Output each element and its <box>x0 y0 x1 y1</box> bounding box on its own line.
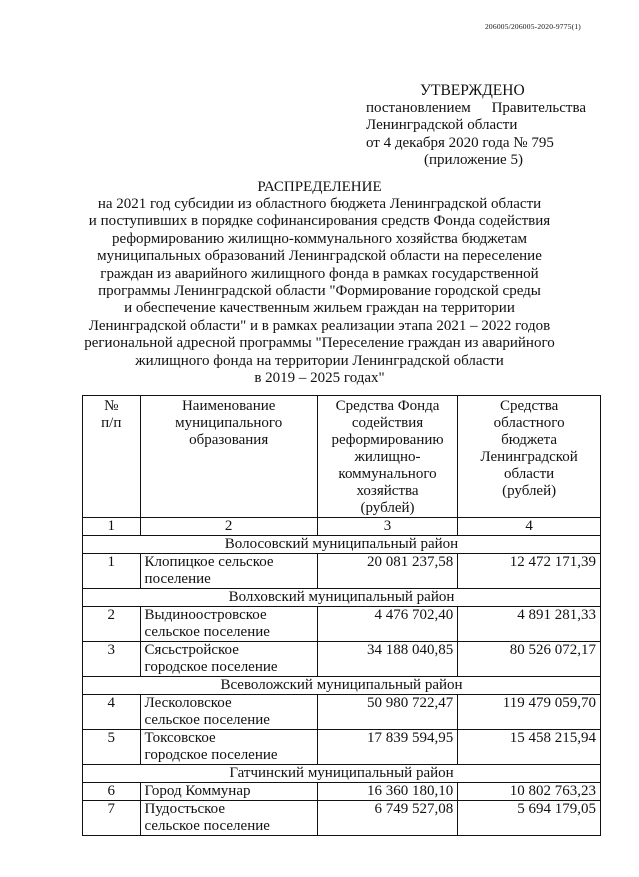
heading-line: жилищного фонда на территории Ленинградской области <box>135 352 504 369</box>
municipality-name: Город Коммунар <box>140 783 317 801</box>
heading-line: программы Ленинградской области "Формирование городской среды <box>98 283 541 300</box>
approval-line-3: от 4 декабря 2020 года № 795 <box>366 134 554 151</box>
approval-appendix: (приложение 5) <box>424 152 523 168</box>
heading-line: в 2019 – 2025 годах" <box>254 370 385 387</box>
document-id: 206005/206005-2020-9775(1) <box>484 22 581 31</box>
heading-line: и поступивших в порядке софинансирования средств Фонда содействия <box>88 213 551 230</box>
municipality-name: Лесколовское сельское поселение <box>140 695 317 730</box>
municipality-name: Пудостьское сельское поселение <box>140 801 317 836</box>
heading-title: РАСПРЕДЕЛЕНИЕ <box>257 179 382 195</box>
fund-amount: 50 980 722,47 <box>317 695 457 730</box>
row-number: 5 <box>83 730 141 765</box>
header-municipality: Наименование муниципального образования <box>140 396 317 518</box>
heading-line: муниципальных образований Ленинградской области на переселение <box>97 248 542 265</box>
table-row <box>83 554 601 589</box>
regional-amount: 5 694 179,05 <box>458 801 601 836</box>
municipality-name: Выдиноостровское сельское поселение <box>140 607 317 642</box>
fund-amount: 6 749 527,08 <box>317 801 457 836</box>
heading-line: реформированию жилищно-коммунального хозяйства бюджетам <box>111 230 527 247</box>
regional-amount: 12 472 171,39 <box>458 554 601 589</box>
table-header-row <box>83 396 601 518</box>
district-name: Гатчинский муниципальный район <box>83 765 601 783</box>
column-index: 4 <box>458 518 601 536</box>
heading-line: Ленинградской области" и в рамках реализации этапа 2021 – 2022 годов <box>88 317 551 334</box>
district-name: Волосовский муниципальный район <box>83 536 601 554</box>
municipality-name: Сясьстройское городское поселение <box>140 642 317 677</box>
regional-amount: 80 526 072,17 <box>458 642 601 677</box>
district-row <box>83 589 601 607</box>
district-row <box>83 536 601 554</box>
approval-line-1 <box>366 100 606 118</box>
row-number: 7 <box>83 801 141 836</box>
table-row <box>83 642 601 677</box>
approval-line-1b: Правительства <box>491 99 586 116</box>
district-row <box>83 677 601 695</box>
approval-line-2: Ленинградской области <box>366 117 518 133</box>
fund-amount: 34 188 040,85 <box>317 642 457 677</box>
municipality-name: Клопицкое сельское поселение <box>140 554 317 589</box>
approval-title: УТВЕРЖДЕНО <box>420 82 525 99</box>
regional-amount: 119 479 059,70 <box>458 695 601 730</box>
column-index: 1 <box>83 518 141 536</box>
heading-line: на 2021 год субсидии из областного бюджета Ленинградской области <box>97 196 542 212</box>
district-name: Всеволожский муниципальный район <box>83 677 601 695</box>
regional-amount: 15 458 215,94 <box>458 730 601 765</box>
regional-amount: 4 891 281,33 <box>458 607 601 642</box>
document-heading <box>0 178 639 387</box>
table-row <box>83 783 601 801</box>
district-name: Волховский муниципальный район <box>83 589 601 607</box>
header-fund-amount: Средства Фонда содействия реформированию жилищно- коммунального хозяйства (рублей) <box>317 396 457 518</box>
municipality-name: Токсовское городское поселение <box>140 730 317 765</box>
column-index: 3 <box>317 518 457 536</box>
approval-block <box>366 82 606 170</box>
distribution-table <box>82 395 601 836</box>
approval-line-1a: постановлением <box>366 99 471 116</box>
row-number: 2 <box>83 607 141 642</box>
row-number: 6 <box>83 783 141 801</box>
fund-amount: 4 476 702,40 <box>317 607 457 642</box>
regional-amount: 10 802 763,23 <box>458 783 601 801</box>
row-number: 1 <box>83 554 141 589</box>
header-number: № п/п <box>83 396 141 518</box>
row-number: 4 <box>83 695 141 730</box>
fund-amount: 17 839 594,95 <box>317 730 457 765</box>
table-body <box>83 518 601 836</box>
table-row <box>83 801 601 836</box>
fund-amount: 16 360 180,10 <box>317 783 457 801</box>
district-row <box>83 765 601 783</box>
table-row <box>83 730 601 765</box>
heading-line: граждан из аварийного жилищного фонда в рамках государственной <box>100 265 539 282</box>
header-regional-amount: Средства областного бюджета Ленинградской области (рублей) <box>458 396 601 518</box>
column-index: 2 <box>140 518 317 536</box>
row-number: 3 <box>83 642 141 677</box>
heading-line: региональной адресной программы "Переселение граждан из аварийного <box>84 335 555 352</box>
heading-line: и обеспечение качественным жильем граждан на территории <box>124 300 515 317</box>
column-index-row <box>83 518 601 536</box>
fund-amount: 20 081 237,58 <box>317 554 457 589</box>
table-row <box>83 607 601 642</box>
table-row <box>83 695 601 730</box>
